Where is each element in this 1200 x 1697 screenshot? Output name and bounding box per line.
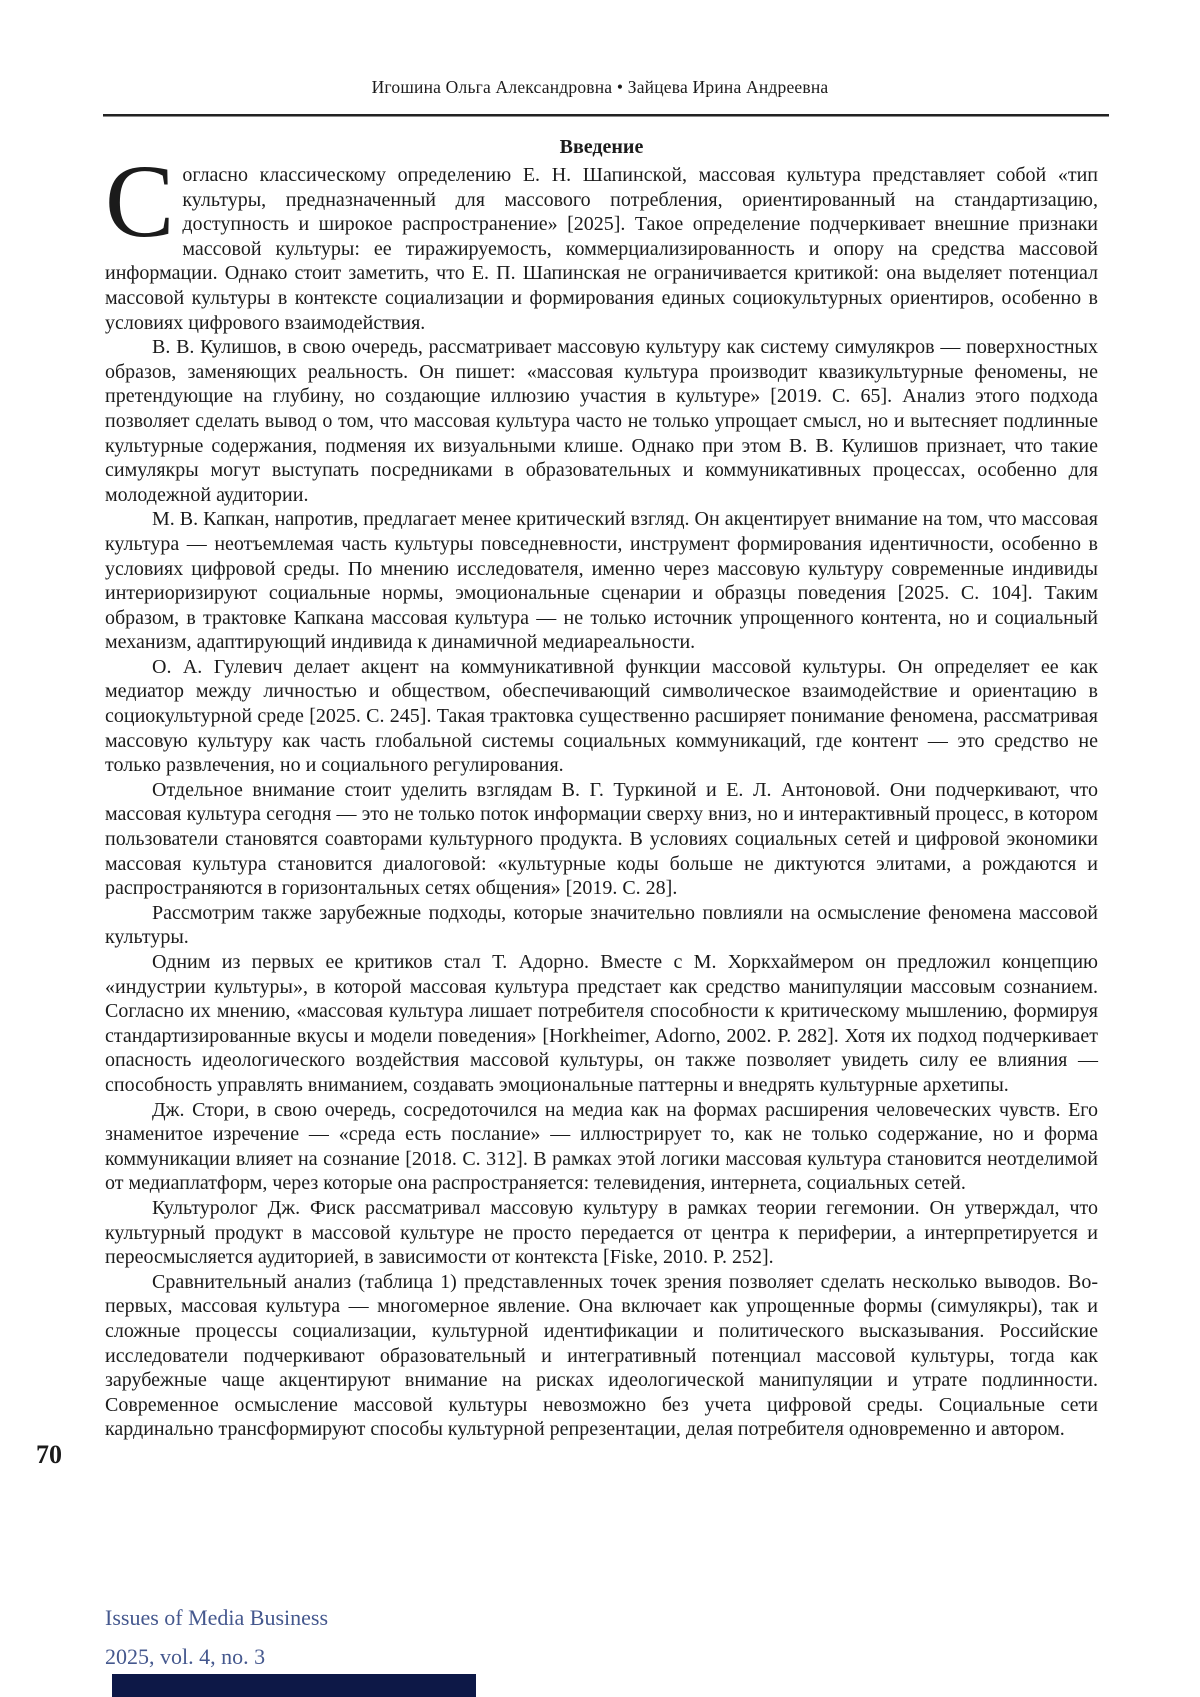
paragraph: Рассмотрим также зарубежные подходы, которые значительно повлияли на осмысление феномена массовой культуры. bbox=[105, 901, 1098, 949]
drop-cap: С bbox=[105, 144, 175, 259]
paragraph: В. В. Кулишов, в свою очередь, рассматривает массовую культуру как систему симулякров — поверхностных образов, заменяющих реальность. Он пишет: «массовая культура производит квазикультурные феномены, не претендующие на глубину, но создающие иллюзию участия в культуре» [2019. С. 65]. Анализ этого подхода позволяет сделать вывод о том, что массовая культура часто не только упрощает смысл, но и вытесняет подлинные культурные содержания, подменяя их визуальными клише. Однако при этом В. В. Кулишов признает, что такие симулякры могут выступать посредниками в образовательных и коммуникативных процессах, особенно для молодежной аудитории. bbox=[105, 336, 1098, 506]
page-number: 70 bbox=[36, 1440, 62, 1469]
paragraph-text: огласно классическому определению Е. Н. Шапинской, массовая культура представляет собой «тип культуры, предназначенный для массового потребления, ориентированный на стандартизацию, доступность и широкое распространение» [2025]. Такое определение подчеркивает внешние признаки массовой культуры: ее тиражируемость, коммерциализированность и опору на средства массовой информации. Однако стоит заметить, что Е. П. Шапинская не ограничивается критикой: она выделяет потенциал массовой культуры в контексте социализации и формирования единых социокультурных ориентиров, особенно в условиях цифрового взаимодействия. bbox=[105, 164, 1098, 334]
header-rule bbox=[103, 114, 1109, 117]
footer-navy-bar bbox=[112, 1674, 476, 1697]
section-title: Введение bbox=[559, 136, 644, 158]
paragraph: М. В. Капкан, напротив, предлагает менее критический взгляд. Он акцентирует внимание на том, что массовая культура — неотъемлемая часть культуры повседневности, инструмент формирования идентичности, особенно в условиях цифровой среды. По мнению исследователя, именно через массовую культуру современные индивиды интериоризируют социальные нормы, эмоциональные сценарии и образцы поведения [2025. С. 104]. Таким образом, в трактовке Капкана массовая культура — не только источник упрощенного контента, но и социальный механизм, адаптирующий индивида к динамичной медиареальности. bbox=[105, 508, 1098, 654]
paragraph: Культуролог Дж. Фиск рассматривал массовую культуру в рамках теории гегемонии. Он утверждал, что культурный продукт в массовой культуре не просто передается от центра к периферии, а интерпретируется и переосмысляется аудиторией, в зависимости от контекста [Fiske, 2010. P. 252]. bbox=[105, 1196, 1098, 1269]
running-head-authors: Игошина Ольга Александровна • Зайцева Ирина Андреевна bbox=[371, 77, 829, 97]
journal-title: Issues of Media Business bbox=[105, 1605, 329, 1630]
paragraph: Отдельное внимание стоит уделить взглядам В. Г. Туркиной и Е. Л. Антоновой. Они подчеркивают, что массовая культура сегодня — это не только поток информации сверху вниз, но и интерактивный процесс, в котором пользователи становятся соавторами культурного продукта. В условиях социальных сетей и цифровой экономики массовая культура становится диалоговой: «культурные коды больше не диктуются элитами, а рождаются и распространяются в горизонтальных сетях общения» [2019. С. 28]. bbox=[105, 778, 1098, 900]
article-body bbox=[105, 134, 1098, 1442]
journal-issue: 2025, vol. 4, no. 3 bbox=[105, 1644, 266, 1669]
paragraph: О. А. Гулевич делает акцент на коммуникативной функции массовой культуры. Он определяет ее как медиатор между личностью и обществом, обеспечивающий символическое взаимодействие и ориентацию в социокультурной среде [2025. С. 245]. Такая трактовка существенно расширяет понимание феномена, рассматривая массовую культуру как часть глобальной системы социальных коммуникаций, где контент — это средство не только развлечения, но и социального регулирования. bbox=[105, 655, 1098, 777]
paragraph: Дж. Стори, в свою очередь, сосредоточился на медиа как на формах расширения человеческих чувств. Его знаменитое изречение — «среда есть послание» — иллюстрирует то, как не только содержание, но и форма коммуникации влияет на сознание [2018. С. 312]. В рамках этой логики массовая культура становится неотделимой от медиаплатформ, через которые она распространяется: телевидения, интернета, социальных сетей. bbox=[105, 1098, 1098, 1195]
paragraph: Сравнительный анализ (таблица 1) представленных точек зрения позволяет сделать несколько выводов. Во-первых, массовая культура — многомерное явление. Она включает как упрощенные формы (симулякры), так и сложные процессы социализации, культурной идентификации и политического высказывания. Российские исследователи подчеркивают образовательный и интегративный потенциал массовой культуры, тогда как зарубежные чаще акцентируют внимание на рисках идеологической манипуляции и утрате подлинности. Современное осмысление массовой культуры невозможно без учета цифровой среды. Социальные сети кардинально трансформируют способы культурной репрезентации, делая потребителя одновременно и автором. bbox=[105, 1270, 1098, 1441]
journal-footer bbox=[105, 1598, 328, 1676]
paragraph: Одним из первых ее критиков стал Т. Адорно. Вместе с М. Хоркхаймером он предложил концепцию «индустрии культуры», в которой массовая культура предстает как средство манипуляции массовым сознанием. Согласно их мнению, «массовая культура лишает потребителя способности к критическому мышлению, формируя стандартизированные вкусы и модели поведения» [Horkheimer, Adorno, 2002. P. 282]. Хотя их подход подчеркивает опасность идеологического воздействия массовой культуры, он также позволяет увидеть силу ее влияния — способность управлять вниманием, создавать эмоциональные паттерны и внедрять культурные архетипы. bbox=[105, 951, 1098, 1096]
